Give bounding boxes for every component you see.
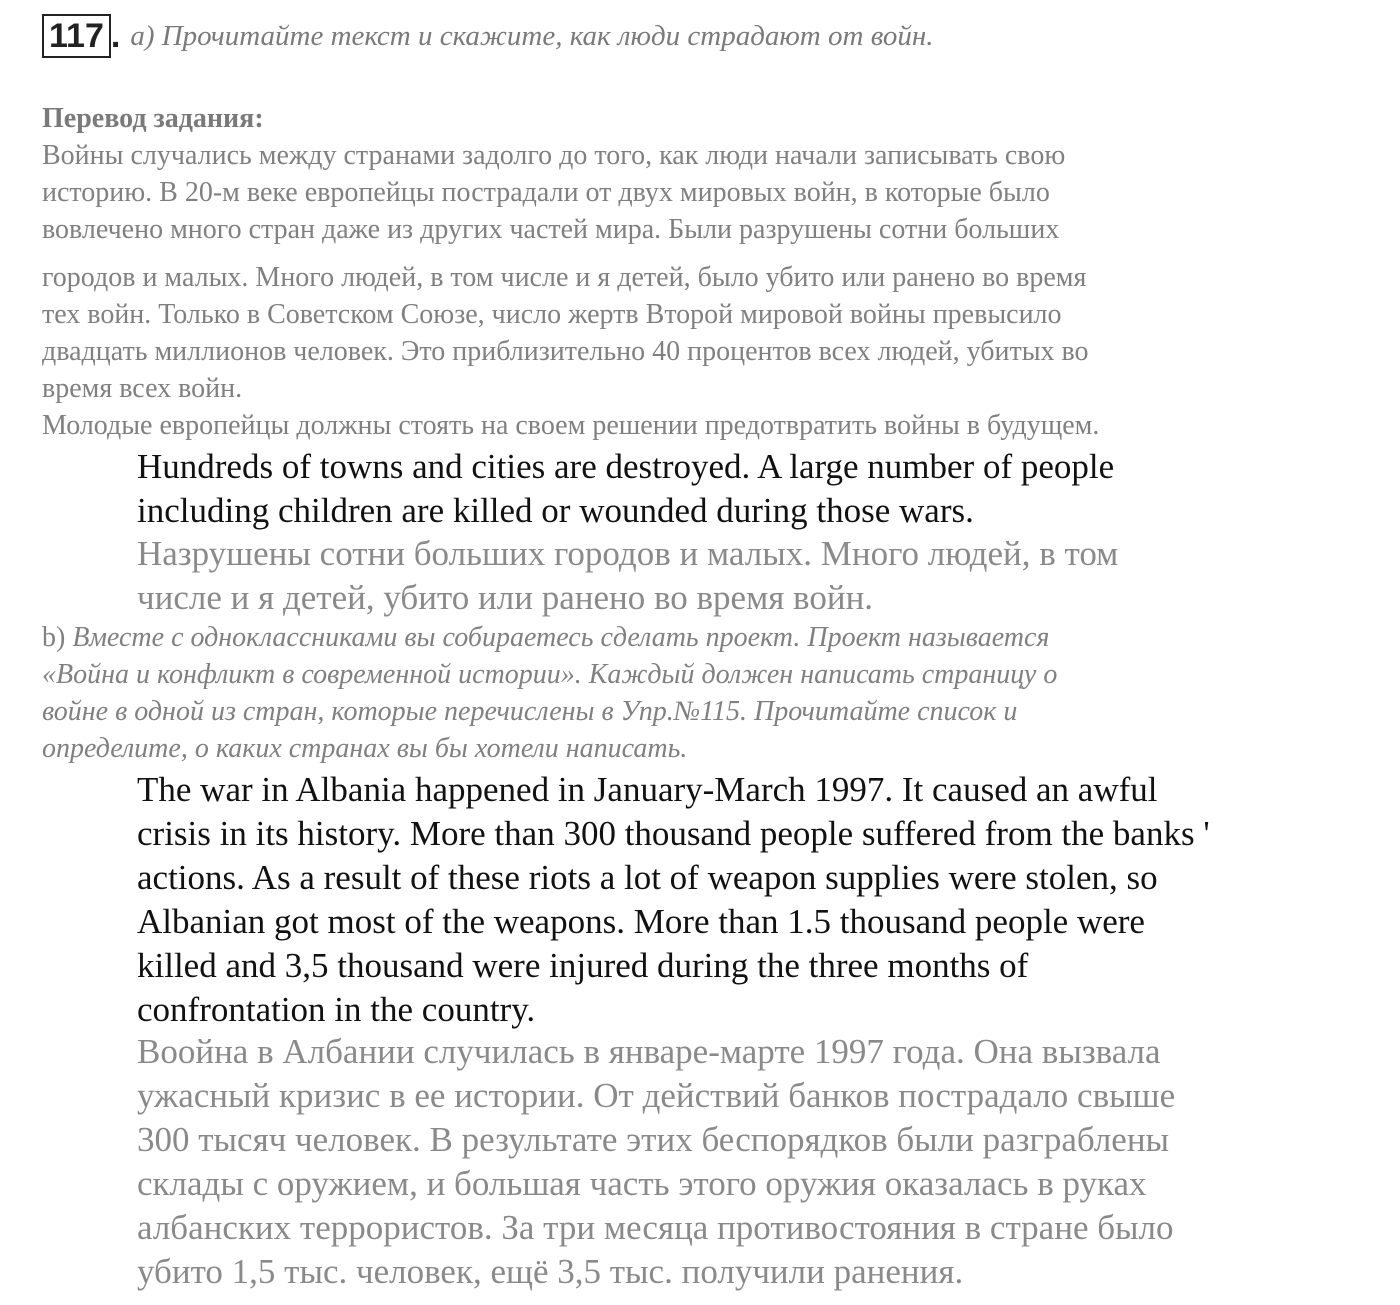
task-b-first-line [42, 619, 1362, 656]
answer-line: 300 тысяч человек. В результате этих беспорядков были разграблены [137, 1120, 1170, 1159]
answer-line: склады с оружием, и большая часть этого оружия оказалась в руках [137, 1164, 1147, 1203]
translation-block-continued [42, 259, 1362, 444]
task-b-label: b) [42, 622, 66, 653]
answer-a-russian [137, 532, 1377, 620]
answer-line: Hundreds of towns and cities are destroyed. A large number of people [137, 447, 1115, 486]
answer-line: actions. As a result of these riots a lot of weapon supplies were stolen, so [137, 858, 1158, 897]
task-a-instruction: a) Прочитайте текст и скажите, как люди страдают от войн. [130, 19, 934, 52]
translation-line: двадцать миллионов человек. Это приблизительно 40 процентов всех людей, убитых во [42, 336, 1089, 367]
answer-line: crisis in its history. More than 300 thousand people suffered from the banks ' [137, 814, 1210, 853]
answer-line: The war in Albania happened in January-March 1997. It caused an awful [137, 770, 1158, 809]
task-b-line: Вместе с одноклассниками вы собираетесь сделать проект. Проект называется [72, 622, 1050, 653]
translation-line: Молодые европейцы должны стоять на своем решении предотвратить войны в будущем. [42, 410, 1100, 441]
answer-line: killed and 3,5 thousand were injured during the three months of [137, 946, 1029, 985]
translation-block [42, 100, 1362, 248]
answer-b-russian [137, 1030, 1377, 1294]
answer-line: албанских террористов. За три месяца противостояния в стране было [137, 1208, 1174, 1247]
answer-line: ужасный кризис в ее истории. От действий банков пострадало свыше [137, 1076, 1176, 1115]
answer-line: убито 1,5 тыс. человек, ещё 3,5 тыс. получили ранения. [137, 1252, 964, 1291]
answer-a-english [137, 445, 1377, 533]
answer-line: числе и я детей, убито или ранено во время войн. [137, 578, 874, 617]
task-header [42, 14, 934, 58]
answer-line: Назрушены сотни больших городов и малых. Много людей, в том [137, 534, 1119, 573]
task-b-line: определите, о каких странах вы бы хотели написать. [42, 733, 688, 764]
translation-line: тех войн. Только в Советском Союзе, число жертв Второй мировой войны превысило [42, 299, 1062, 330]
translation-line: городов и малых. Много людей, в том числе и я детей, было убито или ранено во время [42, 262, 1087, 293]
task-b-line: войне в одной из стран, которые перечислены в Упр.№115. Прочитайте список и [42, 696, 1018, 727]
translation-title: Перевод задания: [42, 103, 264, 134]
answer-line: including children are killed or wounded during those wars. [137, 491, 974, 530]
task-b-instruction [42, 619, 1362, 767]
translation-line: Войны случались между странами задолго до того, как люди начали записывать свою [42, 140, 1066, 171]
task-b-line: «Война и конфликт в современной истории». Каждый должен написать страницу о [42, 659, 1058, 690]
task-number-dot: . [110, 16, 121, 55]
task-number: 117 [42, 14, 111, 58]
answer-b-english [137, 768, 1377, 1032]
translation-line: вовлечено много стран даже из других частей мира. Были разрушены сотни больших [42, 214, 1060, 245]
translation-line: историю. В 20-м веке европейцы пострадали от двух мировых войн, в которые было [42, 177, 1050, 208]
answer-line: Albanian got most of the weapons. More than 1.5 thousand people were [137, 902, 1145, 941]
translation-line: время всех войн. [42, 373, 243, 404]
answer-line: confrontation in the country. [137, 990, 536, 1029]
answer-line: Воойна в Албании случилась в январе-марте 1997 года. Она вызвала [137, 1032, 1161, 1071]
